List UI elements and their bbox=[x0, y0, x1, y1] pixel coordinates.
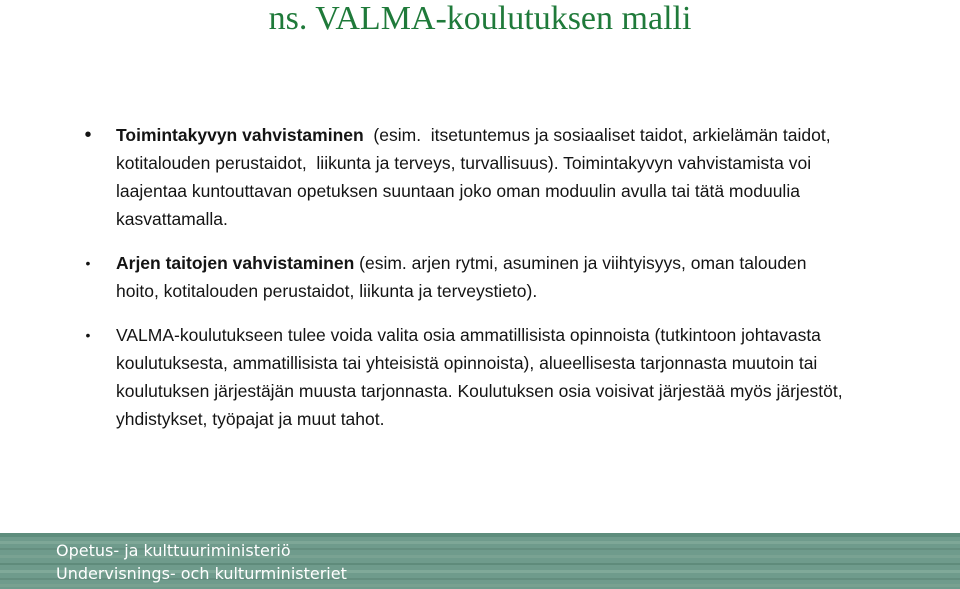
bullet-dot-icon: • bbox=[84, 124, 92, 146]
bullet-lead: Arjen taitojen vahvistaminen bbox=[116, 253, 355, 273]
ministry-name-sv: Undervisnings- och kulturministeriet bbox=[56, 564, 347, 583]
bullet-text: (esim. itsetuntemus ja sosiaaliset taidot, arkielämän taidot, kotitalouden perustaidot, liikunta ja terveys, turvallisuus). Toimintakyvyn vahvistamista voi laajentaa kuntouttavan opetuksen suuntaan joko oman moduulin avulla tai tätä moduulia kasvattamalla. bbox=[116, 125, 836, 229]
bullet-text: VALMA-koulutukseen tulee voida valita osia ammatillisista opinnoista (tutkintoon johtavasta koulutuksesta, ammatillisista tai yhteisistä opinnoista), alueellisesta tarjonnasta muutoin tai koulutuksen järjestäjän muusta tarjonnasta. Koulutuksen osia voisivat järjestää myös järjestöt, yhdistykset, työpajat ja muut tahot. bbox=[116, 325, 843, 429]
bullet-lead: Toimintakyvyn vahvistaminen bbox=[116, 125, 364, 145]
bullet-text: (esim. arjen rytmi, asuminen ja viihtyisyys, oman talouden hoito, kotitalouden perustaidot, liikunta ja terveystieto). bbox=[116, 253, 812, 301]
bullet-item-valma-opinnot bbox=[85, 321, 851, 433]
slide-title: ns. VALMA-koulutuksen malli bbox=[268, 0, 692, 37]
bullet-item-toimintakyky bbox=[84, 121, 851, 233]
bullet-item-arjen-taidot bbox=[85, 249, 851, 305]
footer-band bbox=[0, 533, 960, 589]
bullet-dot-icon: • bbox=[85, 255, 91, 271]
bullet-dot-icon: • bbox=[85, 327, 91, 343]
ministry-name-fi: Opetus- ja kulttuuriministeriö bbox=[56, 541, 291, 560]
